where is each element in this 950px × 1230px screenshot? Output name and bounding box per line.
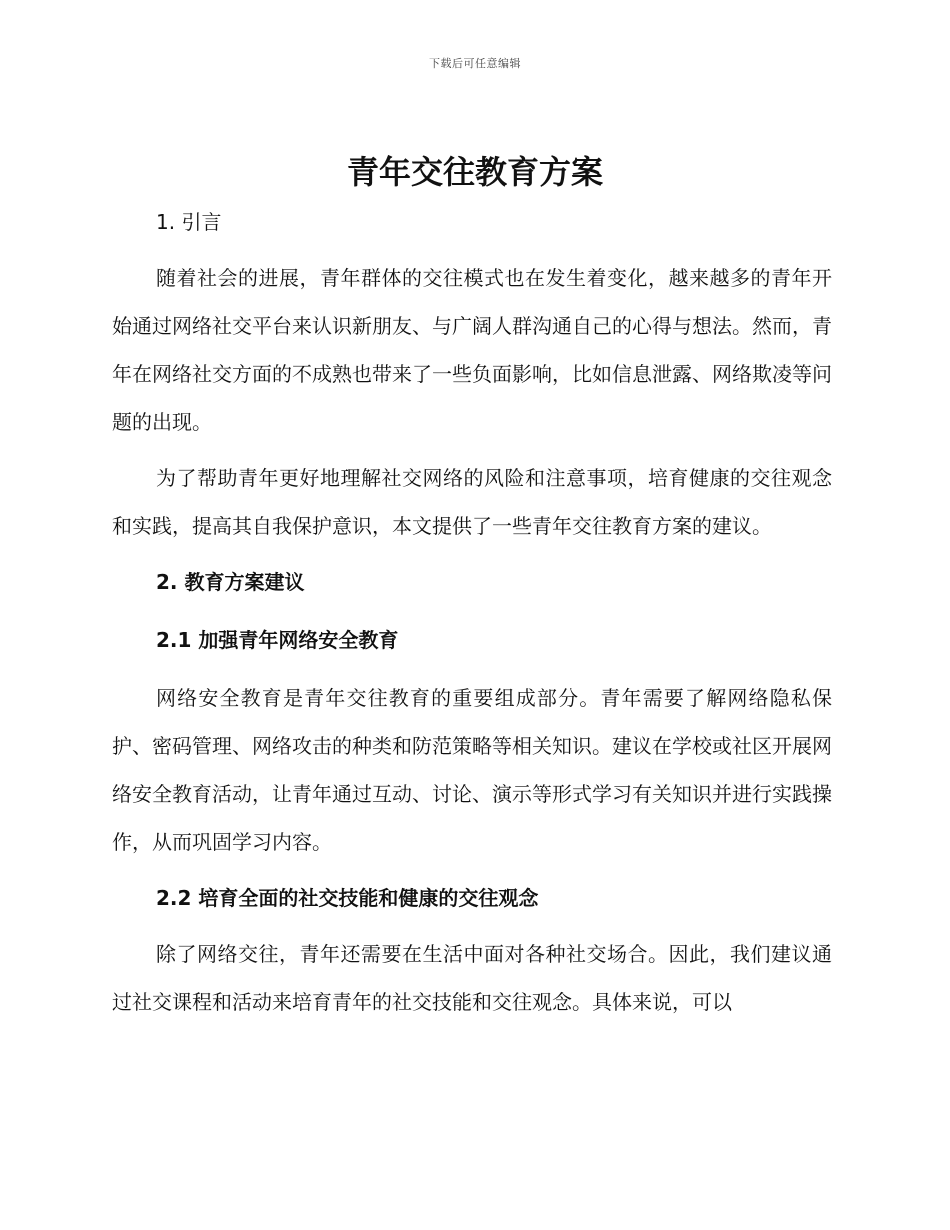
document-body: [112, 198, 832, 1026]
subsection-heading-social-skills: 2.2 培育全面的社交技能和健康的交往观念: [156, 886, 539, 910]
paragraph-network-safety: 网络安全教育是青年交往教育的重要组成部分。青年需要了解网络隐私保护、密码管理、网络攻击的种类和防范策略等相关知识。建议在学校或社区开展网络安全教育活动，让青年通过互动、讨论、演示等形式学习有关知识并进行实践操作，从而巩固学习内容。: [112, 686, 832, 854]
paragraph-intro-1: 随着社会的进展，青年群体的交往模式也在发生着变化，越来越多的青年开始通过网络社交平台来认识新朋友、与广阔人群沟通自己的心得与想法。然而，青年在网络社交方面的不成熟也带来了一些负面影响，比如信息泄露、网络欺凌等问题的出现。: [112, 266, 832, 434]
paragraph-social-skills: 除了网络交往，青年还需要在生活中面对各种社交场合。因此，我们建议通过社交课程和活动来培育青年的社交技能和交往观念。具体来说，可以: [112, 942, 832, 1014]
header-note: 下载后可任意编辑: [429, 57, 521, 70]
subsection-heading-network-safety: 2.1 加强青年网络安全教育: [156, 628, 399, 652]
document-title: 青年交往教育方案: [346, 153, 603, 191]
paragraph-intro-2: 为了帮助青年更好地理解社交网络的风险和注意事项，培育健康的交往观念和实践，提高其自我保护意识，本文提供了一些青年交往教育方案的建议。: [112, 466, 832, 538]
section-heading-introduction: 1. 引言: [156, 210, 222, 234]
section-heading-suggestions: 2. 教育方案建议: [156, 570, 305, 594]
